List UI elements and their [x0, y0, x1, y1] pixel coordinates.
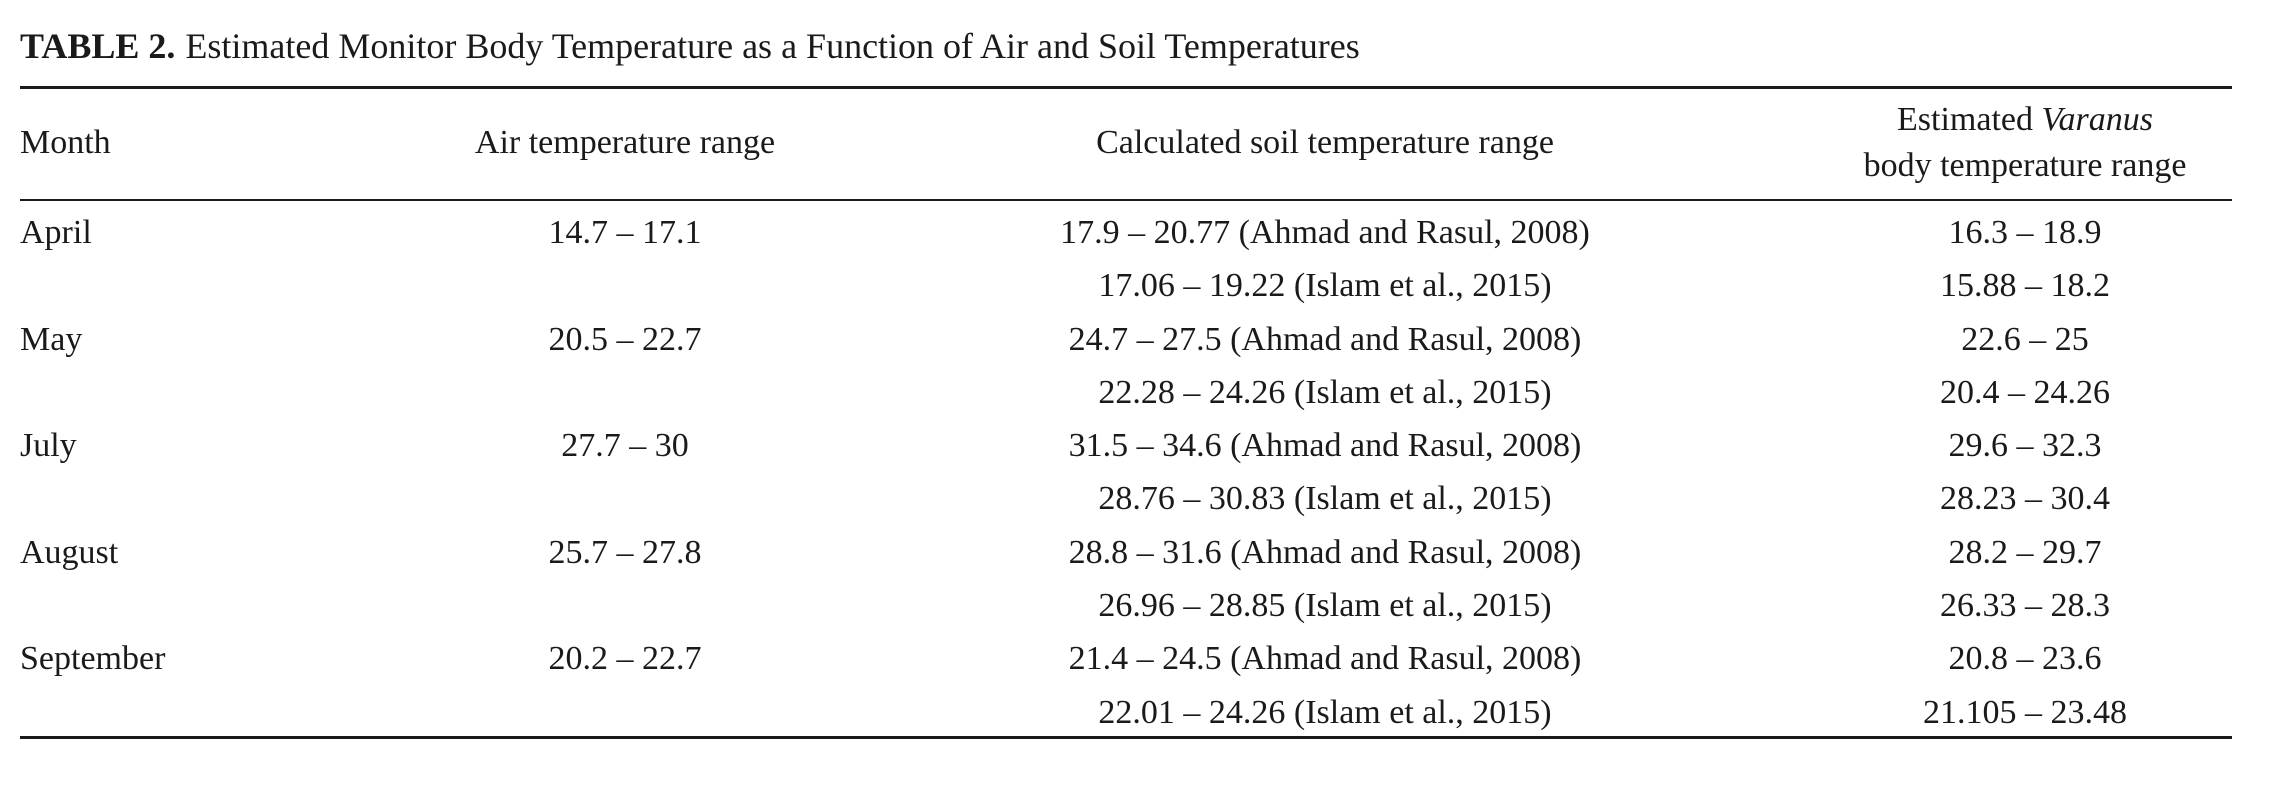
cell-air: 20.5 – 22.7 [548, 320, 702, 358]
cell-soil: 17.06 – 19.22 (Islam et al., 2015) [1098, 267, 1552, 305]
header-month: Month [20, 124, 111, 161]
cell-month: July [20, 427, 77, 465]
cell-air: 20.2 – 22.7 [548, 640, 702, 678]
cell-month: August [20, 533, 119, 571]
cell-body: 16.3 – 18.9 [1948, 214, 2102, 251]
cell-body: 20.4 – 24.26 [1940, 373, 2110, 411]
table-row [0, 206, 2284, 259]
table-row [0, 366, 2284, 419]
table-row [0, 259, 2284, 312]
table-row [0, 313, 2284, 366]
cell-soil: 22.28 – 24.26 (Islam et al., 2015) [1098, 373, 1552, 411]
cell-body: 20.8 – 23.6 [1948, 640, 2102, 678]
table-title: Estimated Monitor Body Temperature as a Function of Air and Soil Temperatures [185, 26, 1360, 66]
cell-soil: 21.4 – 24.5 (Ahmad and Rasul, 2008) [1068, 640, 1582, 678]
cell-body: 21.105 – 23.48 [1923, 693, 2127, 731]
table-row [0, 526, 2284, 579]
table-row [0, 686, 2284, 739]
cell-month: April [20, 214, 92, 251]
cell-air: 25.7 – 27.8 [548, 533, 702, 571]
table-row [0, 419, 2284, 472]
cell-soil: 26.96 – 28.85 (Islam et al., 2015) [1098, 587, 1552, 625]
table-row [0, 472, 2284, 525]
cell-month: May [20, 320, 83, 358]
header-body-line2: body temperature range [1863, 147, 2187, 184]
cell-air: 14.7 – 17.1 [548, 214, 702, 251]
header-body-line1 [1864, 97, 2187, 143]
cell-body: 15.88 – 18.2 [1940, 267, 2110, 305]
header-body-prefix: Estimated [1897, 101, 2042, 138]
bottom-rule [20, 736, 2232, 739]
table-row [0, 632, 2284, 685]
cell-soil: 28.8 – 31.6 (Ahmad and Rasul, 2008) [1068, 533, 1582, 571]
header-air-temperature: Air temperature range [474, 124, 776, 161]
table-row [0, 579, 2284, 632]
header-body-genus: Varanus [2041, 101, 2153, 138]
table-caption [20, 22, 1360, 70]
top-rule [20, 86, 2232, 89]
cell-soil: 28.76 – 30.83 (Islam et al., 2015) [1098, 480, 1552, 518]
cell-soil: 22.01 – 24.26 (Islam et al., 2015) [1098, 693, 1552, 731]
cell-soil: 17.9 – 20.77 (Ahmad and Rasul, 2008) [1060, 214, 1590, 251]
cell-soil: 24.7 – 27.5 (Ahmad and Rasul, 2008) [1068, 320, 1582, 358]
cell-month: September [20, 640, 166, 678]
header-body-temperature [1864, 97, 2187, 189]
header-rule [20, 199, 2232, 201]
cell-body: 26.33 – 28.3 [1940, 587, 2110, 625]
cell-body: 29.6 – 32.3 [1948, 427, 2102, 465]
cell-body: 22.6 – 25 [1961, 320, 2089, 358]
cell-soil: 31.5 – 34.6 (Ahmad and Rasul, 2008) [1068, 427, 1582, 465]
cell-air: 27.7 – 30 [561, 427, 689, 465]
table-label: TABLE 2. [20, 26, 176, 66]
header-soil-temperature: Calculated soil temperature range [1096, 124, 1554, 161]
cell-body: 28.2 – 29.7 [1948, 533, 2102, 571]
table-body [0, 206, 2284, 739]
cell-body: 28.23 – 30.4 [1940, 480, 2110, 518]
